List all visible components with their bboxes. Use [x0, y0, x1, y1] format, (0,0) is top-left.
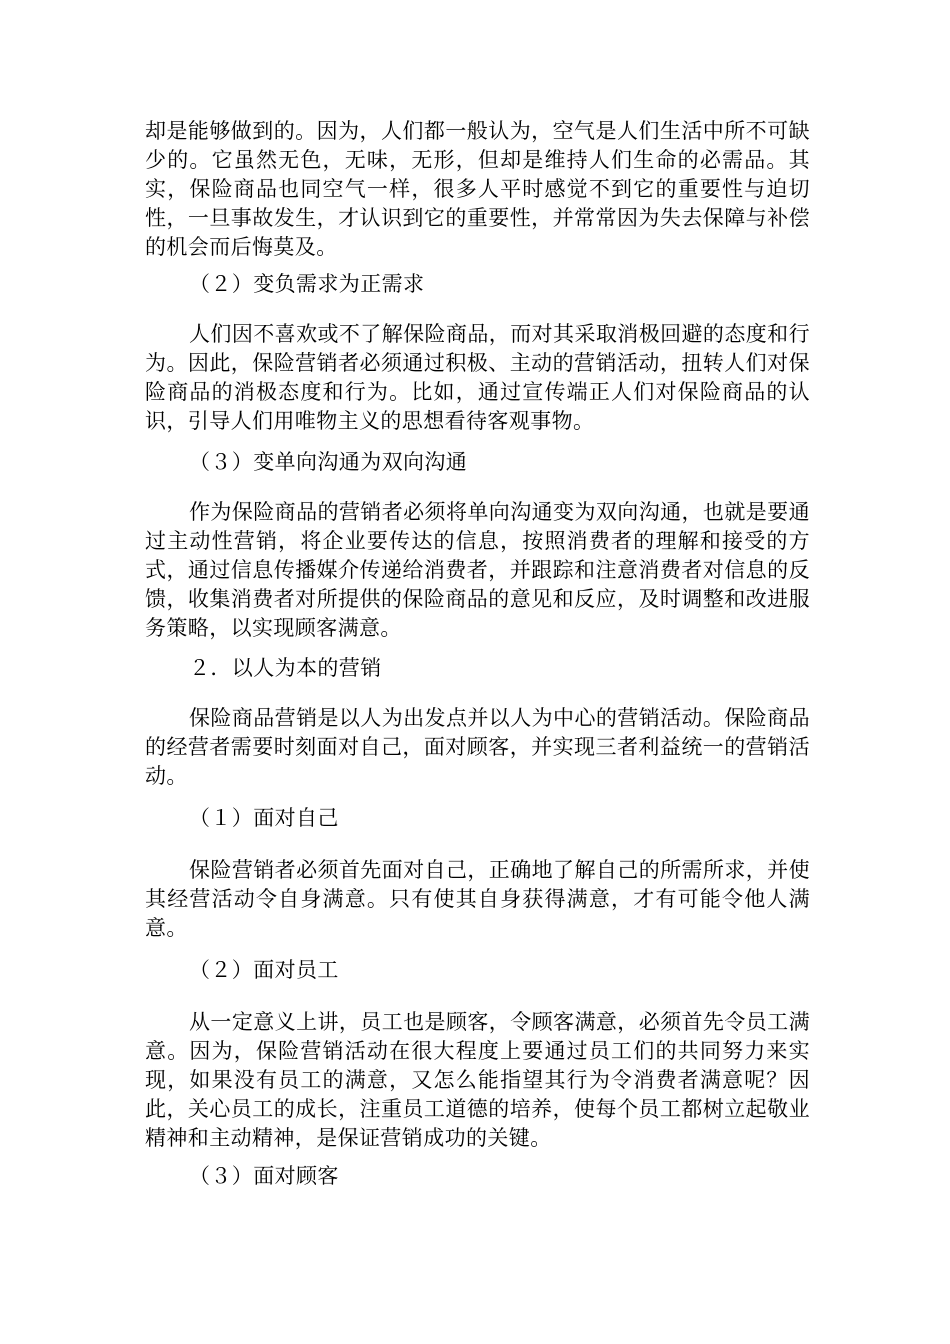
body-paragraph: 作为保险商品的营销者必须将单向沟通变为双向沟通，也就是要通过主动性营销，将企业要传达的信息，按照消费者的理解和接受的方式，通过信息传播媒介传递给消费者，并跟踪和注意消费者对信息的反馈，收集消费者对所提供的保险商品的意见和反应，及时调整和改进服务策略，以实现顾客满意。 [145, 500, 810, 640]
section-heading: （２）面对员工 [189, 958, 339, 982]
body-paragraph: 却是能够做到的。因为，人们都一般认为，空气是人们生活中所不可缺少的。它虽然无色，无味，无形，但却是维持人们生命的必需品。其实，保险商品也同空气一样，很多人平时感觉不到它的重要性与迫切性，一旦事故发生，才认识到它的重要性，并常常因为失去保障与补偿的机会而后悔莫及。 [145, 119, 810, 259]
section-heading: （３）变单向沟通为双向沟通 [189, 450, 468, 474]
section-heading: （２）变负需求为正需求 [189, 272, 425, 296]
section-heading: （１）面对自己 [189, 806, 339, 830]
body-paragraph: 从一定意义上讲，员工也是顾客，令顾客满意，必须首先令员工满意。因为，保险营销活动在很大程度上要通过员工们的共同努力来实现，如果没有员工的满意，又怎么能指望其行为令消费者满意呢？因此，关心员工的成长，注重员工道德的培养，使每个员工都树立起敬业精神和主动精神，是保证营销成功的关键。 [145, 1010, 810, 1150]
section-heading: ２．以人为本的营销 [189, 656, 382, 680]
section-heading: （３）面对顾客 [189, 1164, 339, 1188]
body-paragraph: 人们因不喜欢或不了解保险商品，而对其采取消极回避的态度和行为。因此，保险营销者必须通过积极、主动的营销活动，扭转人们对保险商品的消极态度和行为。比如，通过宣传端正人们对保险商品的认识，引导人们用唯物主义的思想看待客观事物。 [145, 322, 810, 433]
body-paragraph: 保险商品营销是以人为出发点并以人为中心的营销活动。保险商品的经营者需要时刻面对自己，面对顾客，并实现三者利益统一的营销活动。 [145, 706, 810, 788]
body-paragraph: 保险营销者必须首先面对自己，正确地了解自己的所需所求，并使其经营活动令自身满意。只有使其自身获得满意，才有可能令他人满意。 [145, 858, 810, 940]
